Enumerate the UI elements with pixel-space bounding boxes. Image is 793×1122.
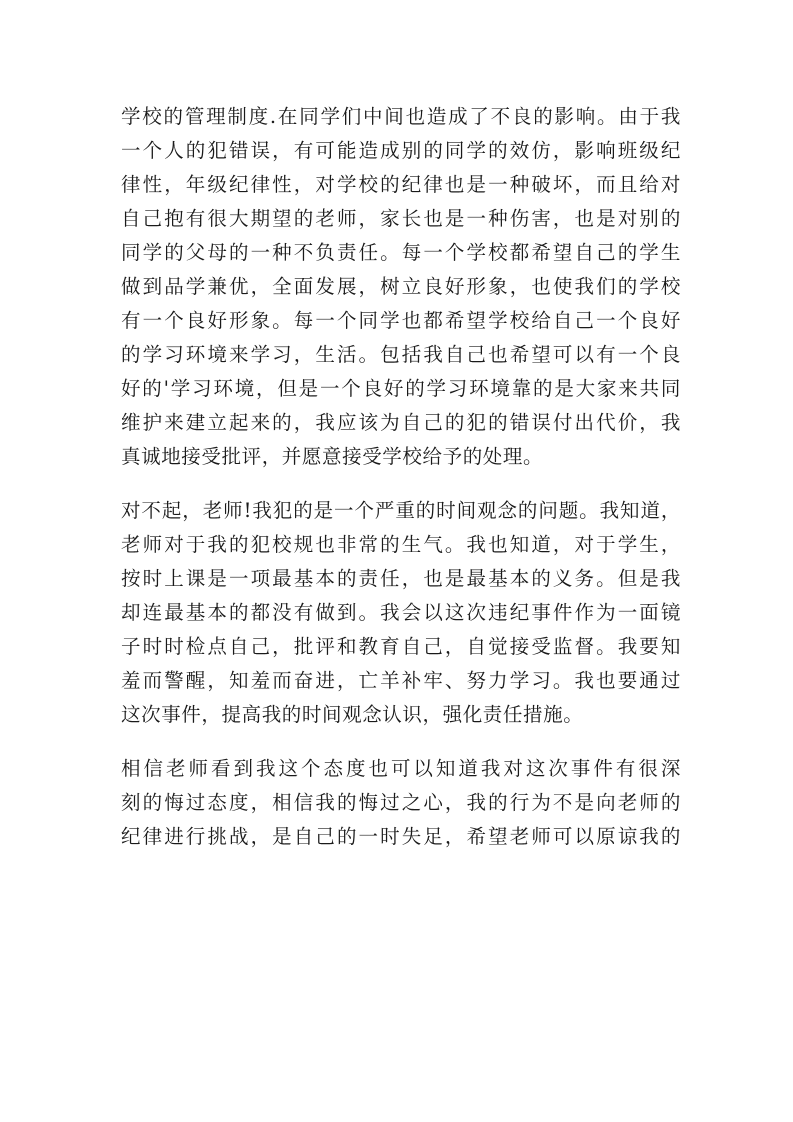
text-line: 子时时检点自己，批评和教育自己，自觉接受监督。我要知 bbox=[121, 635, 681, 658]
text-line: 做到品学兼优，全面发展，树立良好形象，也使我们的学校 bbox=[121, 275, 681, 298]
paragraph-2 bbox=[121, 494, 681, 732]
text-line: 有一个良好形象。每一个同学也都希望学校给自己一个良好 bbox=[121, 309, 681, 332]
document-body bbox=[121, 100, 681, 874]
text-line: 这次事件，提高我的时间观念认识，强化责任措施。 bbox=[121, 703, 584, 726]
text-line: 纪律进行挑战，是自己的一时失足，希望老师可以原谅我的 bbox=[121, 825, 681, 848]
text-line: 好的'学习环境，但是一个良好的学习环境靠的是大家来共同 bbox=[121, 377, 681, 400]
text-line: 一个人的犯错误，有可能造成别的同学的效仿，影响班级纪 bbox=[121, 139, 681, 162]
text-line: 按时上课是一项最基本的责任，也是最基本的义务。但是我 bbox=[121, 567, 681, 590]
text-line: 的学习环境来学习，生活。包括我自己也希望可以有一个良 bbox=[121, 343, 681, 366]
text-line: 老师对于我的犯校规也非常的生气。我也知道，对于学生， bbox=[121, 533, 681, 556]
text-line: 维护来建立起来的，我应该为自己的犯的错误付出代价，我 bbox=[121, 411, 681, 434]
text-line: 自己抱有很大期望的老师，家长也是一种伤害，也是对别的 bbox=[121, 207, 681, 230]
text-line: 却连最基本的都没有做到。我会以这次违纪事件作为一面镜 bbox=[121, 601, 681, 624]
text-line: 羞而警醒，知羞而奋进，亡羊补牢、努力学习。我也要通过 bbox=[121, 669, 681, 692]
text-line: 同学的父母的一种不负责任。每一个学校都希望自己的学生 bbox=[121, 241, 681, 264]
text-line: 相信老师看到我这个态度也可以知道我对这次事件有很深 bbox=[121, 757, 681, 780]
paragraph-3 bbox=[121, 752, 681, 854]
text-line: 律性，年级纪律性，对学校的纪律也是一种破坏，而且给对 bbox=[121, 173, 681, 196]
text-line: 学校的管理制度.在同学们中间也造成了不良的影响。由于我 bbox=[121, 105, 681, 128]
text-line: 刻的悔过态度，相信我的悔过之心，我的行为不是向老师的 bbox=[121, 791, 681, 814]
text-line: 对不起，老师!我犯的是一个严重的时间观念的问题。我知道， bbox=[121, 499, 681, 522]
paragraph-1 bbox=[121, 100, 681, 474]
text-line: 真诚地接受批评，并愿意接受学校给予的处理。 bbox=[121, 445, 544, 468]
